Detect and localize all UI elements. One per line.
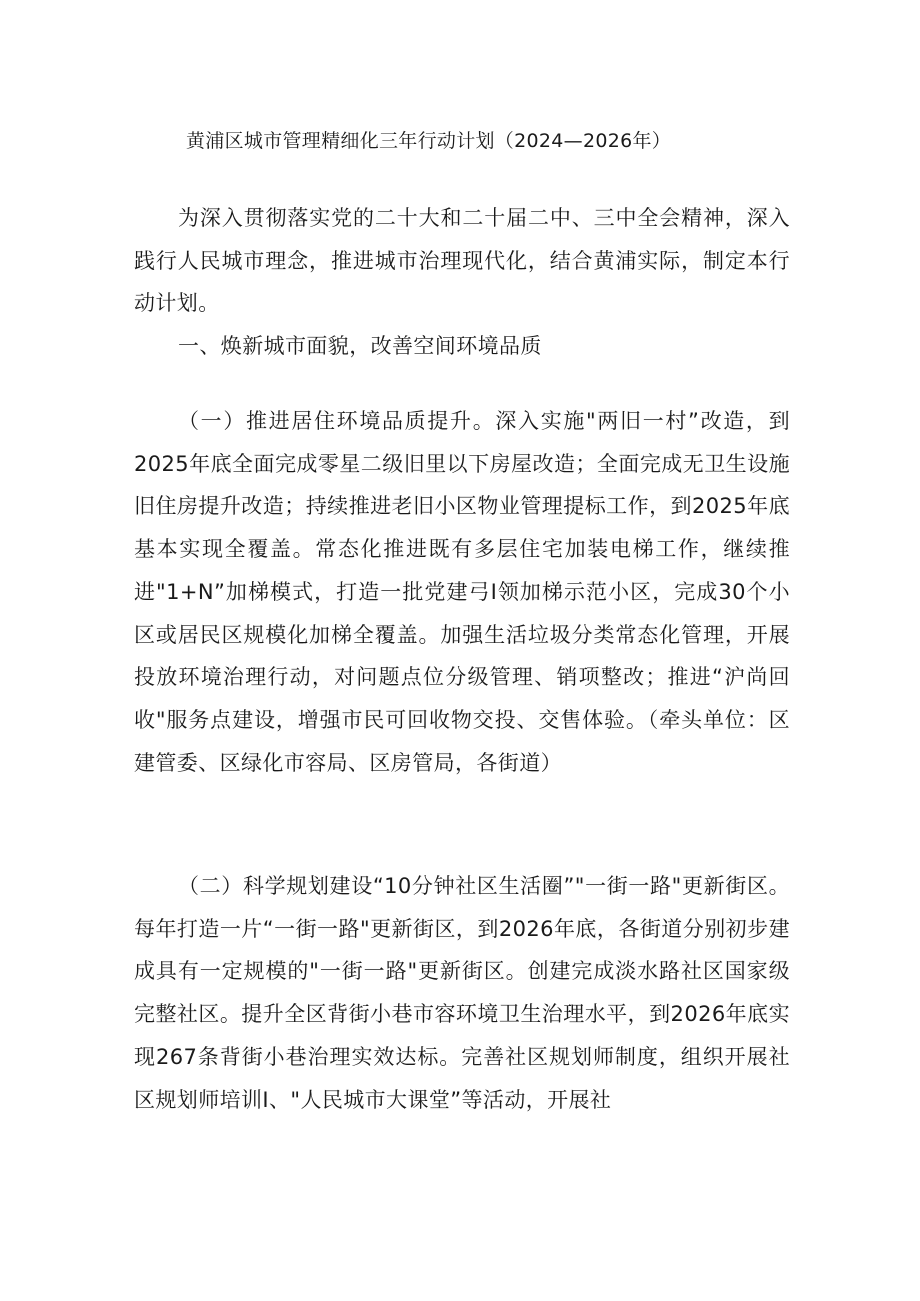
document-title: 黄浦区城市管理精细化三年行动计划（2024—2026年） (186, 130, 672, 152)
section-heading-1: 一、焕新城市面貌，改善空间环境品质 (178, 334, 542, 358)
intro-paragraph: 为深入贯彻落实党的二十大和二十届二中、三中全会精神，深入践行人民城市理念，推进城市治理现代化，结合黄浦实际，制定本行动计划。 (134, 206, 790, 316)
section-1-paragraph: （一）推进居住环境品质提升。深入实施"两旧一村”改造，到2025年底全面完成零星二级旧里以下房屋改造；全面完成无卫生设施旧住房提升改造；持续推进老旧小区物业管理提标工作，到2025年底基本实现全覆盖。常态化推进既有多层住宅加装电梯工作，继续推进"1+N”加梯模式，打造一批党建弓I领加梯示范小区，完成30个小区或居民区规模化加梯全覆盖。加强生活垃圾分类常态化管理，开展投放环境治理行动，对问题点位分级管理、销项整改；推进“沪尚回收"服务点建设，增强市民可回收物交投、交售体验。（牵头单位：区建管委、区绿化市容局、区房管局，各街道） (134, 409, 790, 775)
section-2-paragraph: （二）科学规划建设“10分钟社区生活圈”"一街一路"更新街区。每年打造一片“一街一路"更新街区，到2026年底，各街道分别初步建成具有一定规模的"一街一路"更新街区。创建完成淡水路社区国家级完整社区。提升全区背街小巷市容环境卫生治理水平，到2026年底实现267条背街小巷治理实效达标。完善社区规划师制度，组织开展社区规划师培训I、"人民城市大课堂”等活动，开展社 (134, 874, 790, 1112)
